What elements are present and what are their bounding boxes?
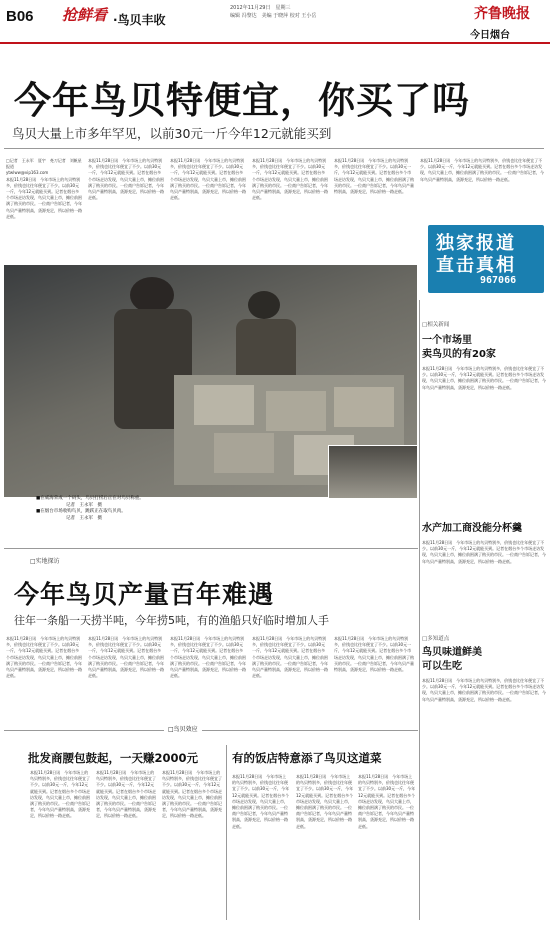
lead-column-4 xyxy=(252,158,328,201)
body-paragraph: 本报11月28日讯 今年市场上的鸟贝特别多，价钱也比往年便宜了不少。以前30元一斤，今年12元就能买到。记者在烟台多个市场走访发现，鸟贝大量上市，摊位前围满了购买的市民。一位商户告诉记者，今年鸟贝产量特别高，货源充足，所以价格一路走低。 xyxy=(420,158,544,182)
column-rule xyxy=(226,745,227,920)
story-b-column-2: 本报11月28日讯 今年市场上的鸟贝特别多，价钱也比往年便宜了不少。以前30元一斤，今年12元就能买到。记者在烟台多个市场走访发现，鸟贝大量上市，摊位前围满了购买的市民。一位商户告诉记者，今年鸟贝产量特别高，货源充足，所以价格一路走低。 xyxy=(296,774,354,829)
exclusive-line-1: 独家报道 xyxy=(436,233,516,254)
sidebar-title-1b: 卖鸟贝的有20家 xyxy=(422,349,496,360)
body-paragraph: 本报11月28日讯 今年市场上的鸟贝特别多，价钱也比往年便宜了不少。以前30元一斤，今年12元就能买到。记者在烟台多个市场走访发现，鸟贝大量上市，摊位前围满了购买的市民。一位商户告诉记者，今年鸟贝产量特别高，货源充足，所以价格一路走低。 xyxy=(6,176,82,219)
sidebar-title-3a: 鸟贝味道鲜美 xyxy=(422,647,482,658)
newspaper-brand: 齐鲁晚报 xyxy=(474,6,530,22)
exclusive-line-2: 直击真相 xyxy=(436,255,516,276)
lead-column-3 xyxy=(170,158,246,201)
divider xyxy=(4,548,418,549)
second-column-4: 本报11月28日讯 今年市场上的鸟贝特别多，价钱也比往年便宜了不少。以前30元一斤，今年12元就能买到。记者在烟台多个市场走访发现，鸟贝大量上市，摊位前围满了购买的市民。一位商户告诉记者，今年鸟贝产量特别高，货源充足，所以价格一路走低。 xyxy=(252,636,328,679)
column-rule xyxy=(419,300,420,920)
body-paragraph: 本报11月28日讯 今年市场上的鸟贝特别多，价钱也比往年便宜了不少。以前30元一斤，今年12元就能买到。记者在烟台多个市场走访发现，鸟贝大量上市，摊位前围满了购买的市民。一位商户告诉记者，今年鸟贝产量特别高，货源充足，所以价格一路走低。 xyxy=(88,158,164,201)
page-number: B06 xyxy=(6,8,34,25)
caption-2: ■在烟台市场收购鸟贝，跳跃正在取鸟贝肉。 xyxy=(36,509,126,514)
column-name: ·鸟贝丰收 xyxy=(113,13,166,27)
story-a-column-1: 本报11月28日讯 今年市场上的鸟贝特别多，价钱也比往年便宜了不少。以前30元一斤，今年12元就能买到。记者在烟台多个市场走访发现，鸟贝大量上市，摊位前围满了购买的市民。一位商户告诉记者，今年鸟贝产量特别高，货源充足，所以价格一路走低。 xyxy=(30,770,90,819)
lead-column-1 xyxy=(6,158,86,220)
sidebar-title-3b: 可以生吃 xyxy=(422,661,462,672)
sidebar-title-1a: 一个市场里 xyxy=(422,335,472,346)
editor-credits: 编辑 冯黎达 美编 于晓萍 校对 王小岳 xyxy=(230,13,317,19)
story-b-column-1: 本报11月28日讯 今年市场上的鸟贝特别多，价钱也比往年便宜了不少。以前30元一斤，今年12元就能买到。记者在烟台多个市场走访发现，鸟贝大量上市，摊位前围满了购买的市民。一位商户告诉记者，今年鸟贝产量特别高，货源充足，所以价格一路走低。 xyxy=(232,774,290,829)
story-b-headline: 有的饭店特意添了鸟贝这道菜 xyxy=(232,751,382,765)
exclusive-report-badge xyxy=(428,225,544,293)
second-column-1: 本报11月28日讯 今年市场上的鸟贝特别多，价钱也比往年便宜了不少。以前30元一斤，今年12元就能买到。记者在烟台多个市场走访发现，鸟贝大量上市，摊位前围满了购买的市民。一位商户告诉记者，今年鸟贝产量特别高，货源充足，所以价格一路走低。 xyxy=(6,636,82,679)
divider xyxy=(4,148,544,149)
story-a-column-2: 本报11月28日讯 今年市场上的鸟贝特别多，价钱也比往年便宜了不少。以前30元一斤，今年12元就能买到。记者在烟台多个市场走访发现，鸟贝大量上市，摊位前围满了购买的市民。一位商户告诉记者，今年鸟贝产量特别高，货源充足，所以价格一路走低。 xyxy=(96,770,156,819)
body-paragraph: 本报11月28日讯 今年市场上的鸟贝特别多，价钱也比往年便宜了不少。以前30元一斤，今年12元就能买到。记者在烟台多个市场走访发现，鸟贝大量上市，摊位前围满了购买的市民。一位商户告诉记者，今年鸟贝产量特别高，货源充足，所以价格一路走低。 xyxy=(170,158,246,201)
sidebar-body-1: 本报11月28日讯 今年市场上的鸟贝特别多，价钱也比往年便宜了不少。以前30元一斤，今年12元就能买到。记者在烟台多个市场走访发现，鸟贝大量上市，摊位前围满了购买的市民。一位商户告诉记者，今年鸟贝产量特别高，货源充足，所以价格一路走低。 xyxy=(422,366,546,390)
edition-name: 今日烟台 xyxy=(470,30,510,41)
second-subhead: 往年一条船一天捞半吨，今年捞5吨，有的渔船只好临时增加人手 xyxy=(14,614,329,627)
lead-headline: 今年鸟贝特便宜，你买了吗 xyxy=(14,79,470,122)
sidebar-body-3: 本报11月28日讯 今年市场上的鸟贝特别多，价钱也比往年便宜了不少。以前30元一斤，今年12元就能买到。记者在烟台多个市场走访发现，鸟贝大量上市，摊位前围满了购买的市民。一位商户告诉记者，今年鸟贝产量特别高，货源充足，所以价格一路走低。 xyxy=(422,678,546,702)
byline: □记者 王永军 聂宇 尧刀记者 刘帆星 报道 xyxy=(6,158,86,170)
lead-subhead: 鸟贝大量上市多年罕见，以前30元一斤今年12元就能买到 xyxy=(12,126,332,141)
section-label: □鸟贝效应 xyxy=(164,726,202,734)
second-headline: 今年鸟贝产量百年难遇 xyxy=(14,580,275,609)
caption-1: ■在威海荣成一个码头，鸟贝打捞后正在对鸟贝称重。 xyxy=(36,496,144,501)
sidebar xyxy=(422,320,546,940)
caption-credit-1: 记者 王永军 摄 xyxy=(66,502,102,508)
hotline-number: 967066 xyxy=(480,275,517,286)
know-more-tag: □多知道点 xyxy=(422,636,450,642)
photo-caption xyxy=(36,496,236,522)
second-column-3: 本报11月28日讯 今年市场上的鸟贝特别多，价钱也比往年便宜了不少。以前30元一斤，今年12元就能买到。记者在烟台多个市场走访发现，鸟贝大量上市，摊位前围满了购买的市民。一位商户告诉记者，今年鸟贝产量特别高，货源充足，所以价格一路走低。 xyxy=(170,636,246,679)
lead-column-5 xyxy=(334,158,414,195)
column-logo xyxy=(62,4,110,32)
sidebar-body-2: 本报11月28日讯 今年市场上的鸟贝特别多，价钱也比往年便宜了不少。以前30元一斤，今年12元就能买到。记者在烟台多个市场走访发现，鸟贝大量上市，摊位前围满了购买的市民。一位商户告诉记者，今年鸟贝产量特别高，货源充足，所以价格一路走低。 xyxy=(422,540,546,564)
related-news-tag: □相关新闻 xyxy=(422,322,450,328)
field-visit-tag: □实地探访 xyxy=(30,558,60,565)
story-b-column-3: 本报11月28日讯 今年市场上的鸟贝特别多，价钱也比往年便宜了不少。以前30元一斤，今年12元就能买到。记者在烟台多个市场走访发现，鸟贝大量上市，摊位前围满了购买的市民。一位商户告诉记者，今年鸟贝产量特别高，货源充足，所以价格一路走低。 xyxy=(358,774,416,829)
sidebar-title-2: 水产加工商没能分杯羹 xyxy=(422,523,522,534)
lead-column-2 xyxy=(88,158,164,201)
second-column-2: 本报11月28日讯 今年市场上的鸟贝特别多，价钱也比往年便宜了不少。以前30元一斤，今年12元就能买到。记者在烟台多个市场走访发现，鸟贝大量上市，摊位前围满了购买的市民。一位商户告诉记者，今年鸟贝产量特别高，货源充足，所以价格一路走低。 xyxy=(88,636,164,679)
email: ytwlww@vip163.com xyxy=(6,170,49,176)
story-a-headline: 批发商腰包鼓起，一天赚2000元 xyxy=(28,751,199,765)
caption-credit-2: 记者 王永军 摄 xyxy=(66,515,102,521)
section-bar xyxy=(4,726,418,734)
story-a-column-3: 本报11月28日讯 今年市场上的鸟贝特别多，价钱也比往年便宜了不少。以前30元一斤，今年12元就能买到。记者在烟台多个市场走访发现，鸟贝大量上市，摊位前围满了购买的市民。一位商户告诉记者，今年鸟贝产量特别高，货源充足，所以价格一路走低。 xyxy=(162,770,222,819)
column-logo-text: 抢鲜看 xyxy=(62,6,108,24)
lead-column-6 xyxy=(420,158,544,183)
second-column-5: 本报11月28日讯 今年市场上的鸟贝特别多，价钱也比往年便宜了不少。以前30元一斤，今年12元就能买到。记者在烟台多个市场走访发现，鸟贝大量上市，摊位前围满了购买的市民。一位商户告诉记者，今年鸟贝产量特别高，货源充足，所以价格一路走低。 xyxy=(334,636,414,673)
inset-photo xyxy=(328,445,418,499)
issue-meta xyxy=(230,4,316,20)
issue-date: 2012年11月29日 星期三 xyxy=(230,5,291,11)
body-paragraph: 本报11月28日讯 今年市场上的鸟贝特别多，价钱也比往年便宜了不少。以前30元一斤，今年12元就能买到。记者在烟台多个市场走访发现，鸟贝大量上市，摊位前围满了购买的市民。一位商户告诉记者，今年鸟贝产量特别高，货源充足，所以价格一路走低。 xyxy=(252,158,328,201)
body-paragraph: 本报11月28日讯 今年市场上的鸟贝特别多，价钱也比往年便宜了不少。以前30元一斤，今年12元就能买到。记者在烟台多个市场走访发现，鸟贝大量上市，摊位前围满了购买的市民。一位商户告诉记者，今年鸟贝产量特别高，货源充足，所以价格一路走低。 xyxy=(334,158,414,195)
